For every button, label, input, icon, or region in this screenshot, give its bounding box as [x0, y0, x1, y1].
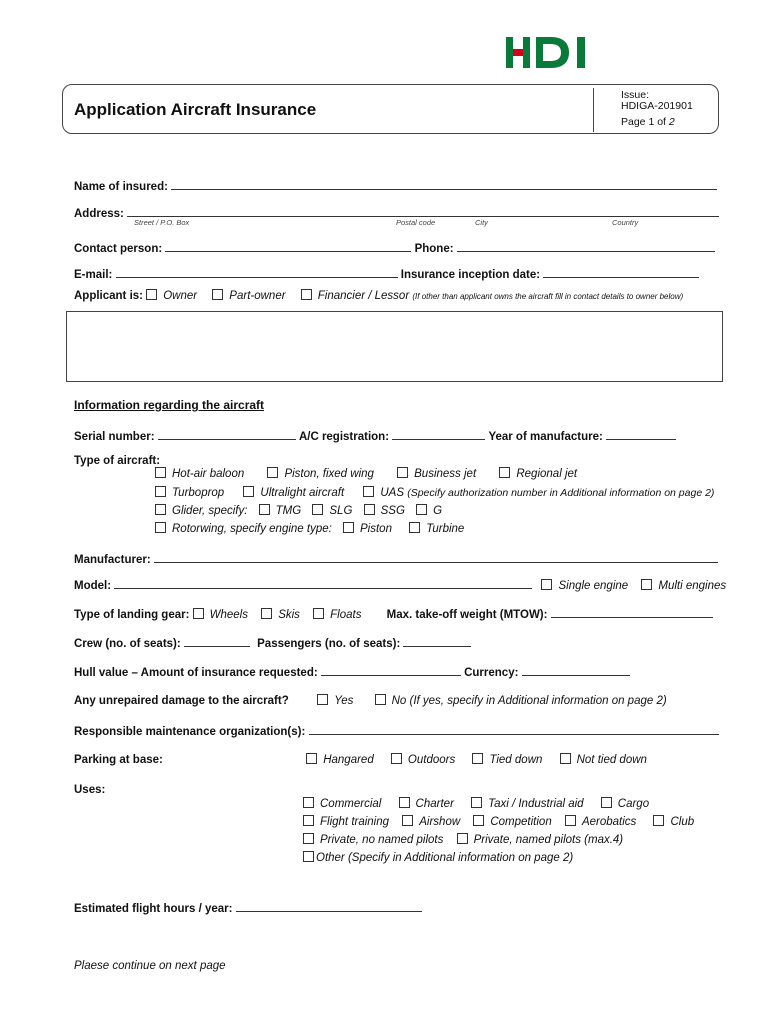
part-owner-checkbox[interactable] [212, 289, 223, 300]
uas-option: UAS [380, 487, 404, 499]
hangared-checkbox[interactable] [306, 753, 317, 764]
page-prefix: Page 1 of [621, 116, 669, 128]
glider-checkbox[interactable] [155, 504, 166, 515]
damage-label: Any unrepaired damage to the aircraft? [74, 695, 289, 707]
manufacturer-field[interactable] [154, 551, 718, 563]
uses-label: Uses: [74, 784, 106, 796]
other-use-option: Other (Specify in Additional information on page 2) [316, 852, 574, 864]
financier-option: Financier / Lessor [317, 290, 410, 302]
commercial-option: Commercial [320, 798, 382, 810]
type-row-4 [155, 522, 464, 535]
landing-gear-label: Type of landing gear: [74, 609, 190, 621]
name-of-insured-row [74, 178, 717, 193]
aerobatics-checkbox[interactable] [565, 815, 576, 826]
rotor-turbine-checkbox[interactable] [409, 522, 420, 533]
year-field[interactable] [606, 428, 676, 440]
rotor-piston-checkbox[interactable] [343, 522, 354, 533]
applicant-note: (If other than applicant owns the aircraft fill in contact details to owner below) [412, 292, 684, 301]
address-sub-city: City [475, 218, 488, 227]
damage-note: (If yes, specify in Additional information on page 2) [409, 695, 667, 707]
hull-value-field[interactable] [321, 664, 461, 676]
phone-label: Phone: [414, 243, 454, 255]
hot-air-option: Hot-air baloon [172, 468, 245, 480]
landing-gear-row [74, 606, 713, 621]
cargo-checkbox[interactable] [601, 797, 612, 808]
tmg-option: TMG [275, 505, 302, 517]
address-sub-country: Country [612, 218, 639, 227]
model-label: Model: [74, 580, 112, 592]
passengers-label: Passengers (no. of seats): [257, 638, 401, 650]
maintenance-field[interactable] [309, 723, 719, 735]
private-named-pilots-option: Private, named pilots (max.4) [473, 834, 624, 846]
ultralight-checkbox[interactable] [243, 486, 254, 497]
crew-field[interactable] [184, 635, 250, 647]
flight-hours-row [74, 900, 422, 915]
regional-jet-checkbox[interactable] [499, 467, 510, 478]
inception-field[interactable] [543, 266, 699, 278]
regional-jet-option: Regional jet [516, 468, 578, 480]
damage-yes-option: Yes [334, 695, 354, 707]
turboprop-option: Turboprop [172, 487, 225, 499]
charter-option: Charter [415, 798, 454, 810]
airshow-checkbox[interactable] [402, 815, 413, 826]
owner-option: Owner [163, 290, 198, 302]
registration-field[interactable] [392, 428, 485, 440]
tmg-checkbox[interactable] [259, 504, 270, 515]
aircraft-section-title: Information regarding the aircraft [74, 398, 265, 412]
skis-checkbox[interactable] [261, 608, 272, 619]
single-engine-option: Single engine [558, 580, 629, 592]
email-row [74, 266, 699, 281]
parking-label: Parking at base: [74, 754, 163, 766]
tied-down-checkbox[interactable] [472, 753, 483, 764]
taxi-checkbox[interactable] [471, 797, 482, 808]
skis-option: Skis [278, 609, 300, 621]
serial-row [74, 428, 676, 443]
flight-hours-field[interactable] [236, 900, 422, 912]
model-field[interactable] [114, 577, 532, 589]
parking-row [74, 753, 647, 766]
header-divider [593, 88, 594, 132]
type-row-3 [155, 504, 442, 517]
maintenance-row [74, 723, 719, 738]
type-of-aircraft-label: Type of aircraft: [74, 455, 161, 467]
type-row-2 [155, 486, 714, 499]
issue-label: Issue: [621, 89, 650, 101]
page-total: 2 [668, 116, 675, 128]
uses-row-3 [303, 833, 623, 846]
business-jet-option: Business jet [414, 468, 477, 480]
mtow-label: Max. take-off weight (MTOW): [386, 609, 548, 621]
flight-hours-label: Estimated flight hours / year: [74, 903, 233, 915]
contact-row [74, 240, 715, 255]
uses-row-1 [303, 797, 649, 810]
rotorwing-option: Rotorwing, specify engine type: [172, 523, 332, 535]
name-of-insured-label: Name of insured: [74, 181, 168, 193]
other-use-checkbox[interactable] [303, 851, 314, 862]
issue-code: HDIGA-201901 [621, 100, 693, 112]
cargo-option: Cargo [617, 798, 650, 810]
contact-person-field[interactable] [165, 240, 411, 252]
flight-training-option: Flight training [320, 816, 390, 828]
private-named-pilots-checkbox[interactable] [457, 833, 468, 844]
damage-yes-checkbox[interactable] [317, 694, 328, 705]
outdoors-option: Outdoors [407, 754, 456, 766]
wheels-checkbox[interactable] [193, 608, 204, 619]
inception-label: Insurance inception date: [400, 269, 541, 281]
competition-option: Competition [490, 816, 552, 828]
single-engine-checkbox[interactable] [541, 579, 552, 590]
uas-checkbox[interactable] [363, 486, 374, 497]
airshow-option: Airshow [419, 816, 461, 828]
passengers-field[interactable] [403, 635, 471, 647]
tied-down-option: Tied down [489, 754, 543, 766]
name-of-insured-field[interactable] [171, 178, 717, 190]
taxi-option: Taxi / Industrial aid [488, 798, 584, 810]
private-no-pilots-checkbox[interactable] [303, 833, 314, 844]
turboprop-checkbox[interactable] [155, 486, 166, 497]
competition-checkbox[interactable] [473, 815, 484, 826]
serial-field[interactable] [158, 428, 296, 440]
currency-field[interactable] [522, 664, 630, 676]
crew-row [74, 635, 471, 650]
floats-checkbox[interactable] [313, 608, 324, 619]
ssg-option: SSG [380, 505, 405, 517]
floats-option: Floats [330, 609, 362, 621]
applicant-row [74, 289, 683, 302]
model-row [74, 577, 726, 592]
manufacturer-row [74, 551, 718, 566]
email-label: E-mail: [74, 269, 113, 281]
registration-label: A/C registration: [298, 431, 390, 443]
not-tied-down-option: Not tied down [576, 754, 647, 766]
rotor-turbine-option: Turbine [426, 523, 465, 535]
manufacturer-label: Manufacturer: [74, 554, 151, 566]
hull-value-label: Hull value – Amount of insurance requested: [74, 667, 318, 679]
hdi-logo [506, 37, 591, 68]
business-jet-checkbox[interactable] [397, 467, 408, 478]
piston-fixed-option: Piston, fixed wing [284, 468, 374, 480]
mtow-field[interactable] [551, 606, 713, 618]
club-checkbox[interactable] [653, 815, 664, 826]
private-no-pilots-option: Private, no named pilots [320, 834, 444, 846]
owner-checkbox[interactable] [146, 289, 157, 300]
address-label: Address: [74, 208, 124, 220]
uas-note: (Specify authorization number in Additional information on page 2) [407, 487, 715, 499]
hot-air-checkbox[interactable] [155, 467, 166, 478]
year-label: Year of manufacture: [488, 431, 603, 443]
part-owner-option: Part-owner [229, 290, 286, 302]
phone-field[interactable] [457, 240, 715, 252]
multi-engine-checkbox[interactable] [641, 579, 652, 590]
financier-checkbox[interactable] [301, 289, 312, 300]
rotor-piston-option: Piston [360, 523, 392, 535]
g-option: G [433, 505, 443, 517]
address-sub-street: Street / P.O. Box [134, 218, 190, 227]
owner-details-box[interactable] [66, 311, 723, 382]
glider-option: Glider, specify: [172, 505, 248, 517]
maintenance-label: Responsible maintenance organization(s): [74, 726, 306, 738]
ultralight-option: Ultralight aircraft [260, 487, 345, 499]
form-title: Application Aircraft Insurance [74, 100, 317, 119]
type-row-1 [155, 467, 577, 480]
hull-row [74, 664, 630, 679]
damage-row [74, 694, 667, 707]
multi-engine-option: Multi engines [658, 580, 727, 592]
contact-person-label: Contact person: [74, 243, 163, 255]
rotorwing-checkbox[interactable] [155, 522, 166, 533]
wheels-option: Wheels [209, 609, 248, 621]
uses-row-4 [303, 851, 573, 864]
damage-no-option: No [391, 695, 407, 707]
address-sub-postal: Postal code [396, 218, 436, 227]
outdoors-checkbox[interactable] [391, 753, 402, 764]
slg-option: SLG [329, 505, 353, 517]
currency-label: Currency: [464, 667, 519, 679]
club-option: Club [670, 816, 695, 828]
email-field[interactable] [116, 266, 398, 278]
address-field[interactable] [127, 205, 719, 217]
damage-no-checkbox[interactable] [375, 694, 386, 705]
slg-checkbox[interactable] [312, 504, 323, 515]
continue-note: Plaese continue on next page [74, 960, 226, 972]
charter-checkbox[interactable] [399, 797, 410, 808]
ssg-checkbox[interactable] [364, 504, 375, 515]
aerobatics-option: Aerobatics [581, 816, 637, 828]
crew-label: Crew (no. of seats): [74, 638, 181, 650]
commercial-checkbox[interactable] [303, 797, 314, 808]
hangared-option: Hangared [323, 754, 374, 766]
page-indicator [621, 116, 675, 128]
applicant-label: Applicant is: [74, 290, 144, 302]
serial-label: Serial number: [74, 431, 155, 443]
g-checkbox[interactable] [416, 504, 427, 515]
not-tied-down-checkbox[interactable] [560, 753, 571, 764]
piston-fixed-checkbox[interactable] [267, 467, 278, 478]
flight-training-checkbox[interactable] [303, 815, 314, 826]
uses-row-2 [303, 815, 694, 828]
